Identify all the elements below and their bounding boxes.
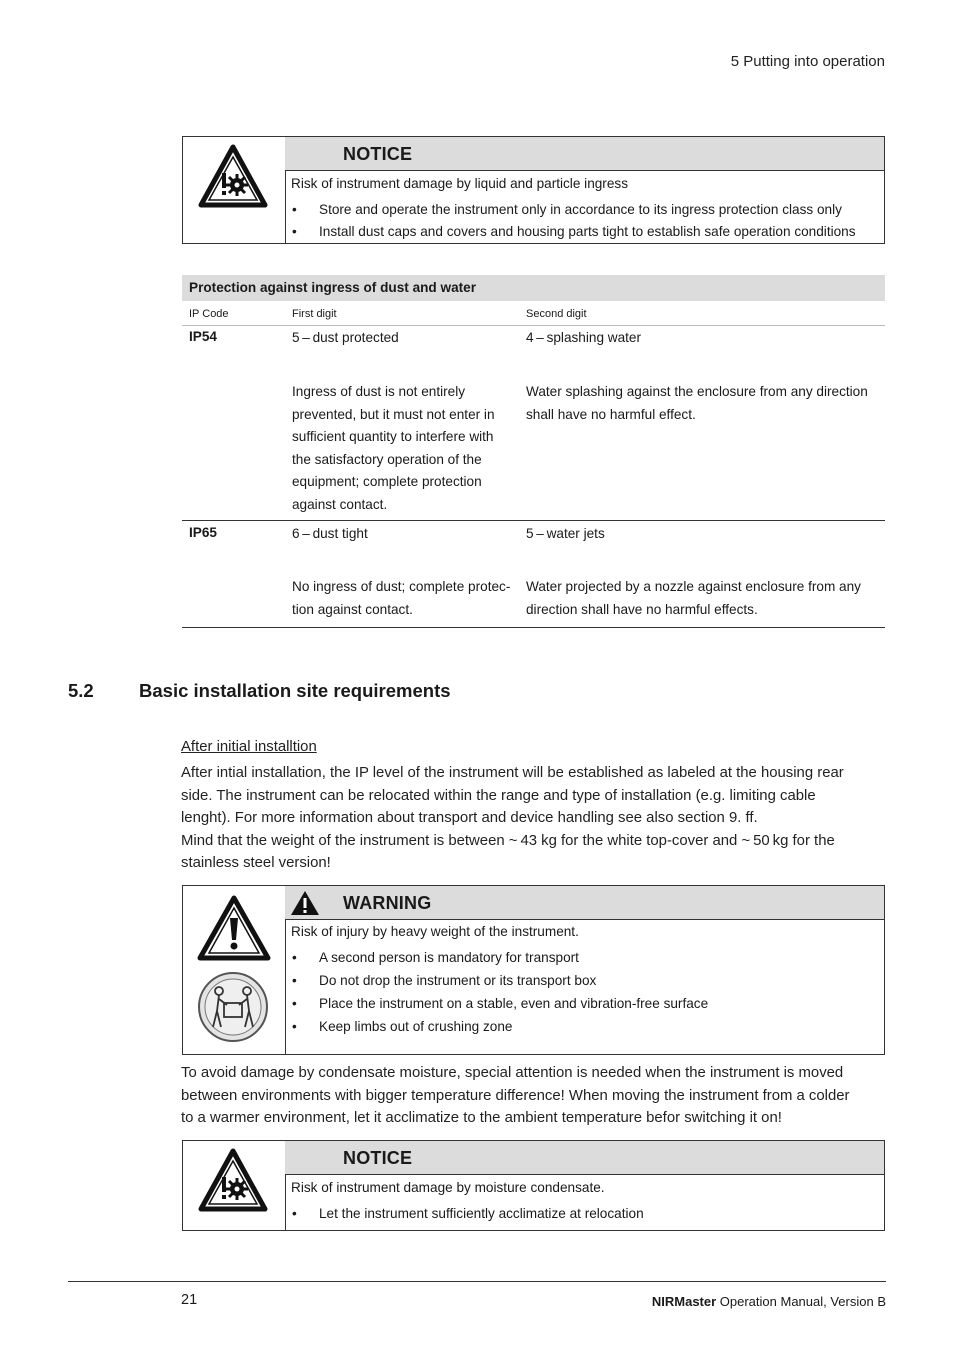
section-number: 5.2 xyxy=(68,680,94,701)
notice-box-ingress xyxy=(182,136,885,244)
two-person-lift-icon xyxy=(197,971,269,1043)
warning-icon-cell xyxy=(183,886,286,1054)
notice-label: NOTICE xyxy=(343,144,413,164)
table-row xyxy=(182,521,885,628)
second-digit-title: 5 – water jets xyxy=(526,526,605,541)
section-title: Basic installation site requirements xyxy=(139,680,451,701)
desc-line: prevented, but it must not enter in xyxy=(292,406,495,422)
notice-body xyxy=(291,1177,878,1225)
notice-label: NOTICE xyxy=(343,1148,413,1168)
paragraph-line: stainless steel version! xyxy=(181,855,331,872)
paragraph-condensation xyxy=(181,1062,886,1130)
desc-line: Ingress of dust is not entirely xyxy=(292,384,466,399)
notice-bullet: • Install dust caps and covers and housing parts tight to establish safe operation conditions xyxy=(291,221,878,243)
paragraph-line: side. The instrument can be relocated within the range and type of installation (e.g. limiting cable xyxy=(181,787,816,804)
first-digit-description xyxy=(292,381,522,516)
second-digit-description xyxy=(526,576,881,621)
footer-brand: NIRMaster xyxy=(651,1294,717,1309)
notice-bullet: • Let the instrument sufficiently acclimatize at relocation xyxy=(291,1203,878,1225)
footer-doc-name: Operation Manual, Version B xyxy=(716,1294,886,1309)
warning-body xyxy=(291,921,878,1038)
desc-line: direction shall have no harmful effects. xyxy=(526,601,758,617)
paragraph-line: between environments with bigger temperature difference! When moving the instrument from a colder xyxy=(181,1087,850,1104)
desc-line: sufficient quantity to interfere with xyxy=(292,429,494,444)
column-header-first-digit: First digit xyxy=(292,308,337,320)
paragraph-line: To avoid damage by condensate moisture, special attention is needed when the instrument is moved xyxy=(181,1065,844,1081)
paragraph-line: lenght). For more information about transport and device handling see also section 9. ff. xyxy=(181,810,758,827)
column-header-second-digit: Second digit xyxy=(526,308,587,320)
notice-box-condensate xyxy=(182,1140,885,1231)
first-digit-title: 6 – dust tight xyxy=(292,526,368,541)
paragraph-line: to a warmer environment, let it acclimatize to the ambient temperature befor switching it on! xyxy=(181,1110,782,1127)
desc-line: Water projected by a nozzle against enclosure from any xyxy=(526,579,861,594)
machine-damage-warning-icon xyxy=(197,143,269,209)
ip-code-cell: IP65 xyxy=(189,525,217,540)
desc-line: No ingress of dust; complete protec- xyxy=(292,579,511,594)
footer-divider xyxy=(68,1281,886,1282)
notice-header xyxy=(285,1141,884,1175)
subheading: After initial installtion xyxy=(181,739,317,755)
warning-bullet: • Keep limbs out of crushing zone xyxy=(291,1015,878,1038)
warning-box-weight xyxy=(182,885,885,1055)
column-header-ip-code: IP Code xyxy=(189,308,229,320)
paragraph-line: After intial installation, the IP level of the instrument will be established as labeled at the housing rear xyxy=(181,765,844,781)
machine-damage-warning-icon xyxy=(197,1147,269,1213)
notice-header xyxy=(285,137,884,171)
general-warning-icon xyxy=(196,894,272,962)
desc-line: against contact. xyxy=(292,496,388,512)
page-number: 21 xyxy=(181,1292,198,1308)
table-header-row xyxy=(182,301,885,326)
desc-line: Water splashing against the enclosure from any direction xyxy=(526,384,868,399)
second-digit-description xyxy=(526,381,881,426)
warning-label: WARNING xyxy=(343,893,432,913)
notice-intro: Risk of instrument damage by liquid and particle ingress xyxy=(291,176,628,191)
warning-header xyxy=(285,886,884,920)
notice-bullet: • Store and operate the instrument only in accordance to its ingress protection class only xyxy=(291,199,878,221)
notice-intro: Risk of instrument damage by moisture condensate. xyxy=(291,1180,605,1195)
warning-intro: Risk of injury by heavy weight of the instrument. xyxy=(291,924,579,939)
warning-bullet: • A second person is mandatory for transport xyxy=(291,946,878,969)
paragraph-installation xyxy=(181,762,886,875)
small-warning-icon xyxy=(290,890,320,916)
first-digit-title: 5 – dust protected xyxy=(292,330,399,345)
desc-line: shall have no harmful effect. xyxy=(526,406,696,422)
warning-bullet: • Do not drop the instrument or its transport box xyxy=(291,969,878,992)
second-digit-title: 4 – splashing water xyxy=(526,330,642,345)
ip-protection-table xyxy=(182,275,885,628)
table-caption: Protection against ingress of dust and water xyxy=(182,275,885,301)
section-heading xyxy=(68,680,451,702)
running-head: 5 Putting into operation xyxy=(730,53,885,70)
warning-bullet: • Place the instrument on a stable, even and vibration-free surface xyxy=(291,992,878,1015)
paragraph-line: Mind that the weight of the instrument is between ~ 43 kg for the white top-cover and ~ 50 kg for the xyxy=(181,832,835,849)
footer-doc-title xyxy=(652,1294,886,1309)
first-digit-description xyxy=(292,576,522,621)
notice-icon-cell xyxy=(183,1141,286,1230)
desc-line: tion against contact. xyxy=(292,601,413,617)
desc-line: the satisfactory operation of the xyxy=(292,451,482,467)
table-row xyxy=(182,326,885,521)
desc-line: equipment; complete protection xyxy=(292,474,482,489)
notice-icon-cell xyxy=(183,137,286,243)
ip-code-cell: IP54 xyxy=(189,329,217,344)
notice-body xyxy=(291,173,878,243)
